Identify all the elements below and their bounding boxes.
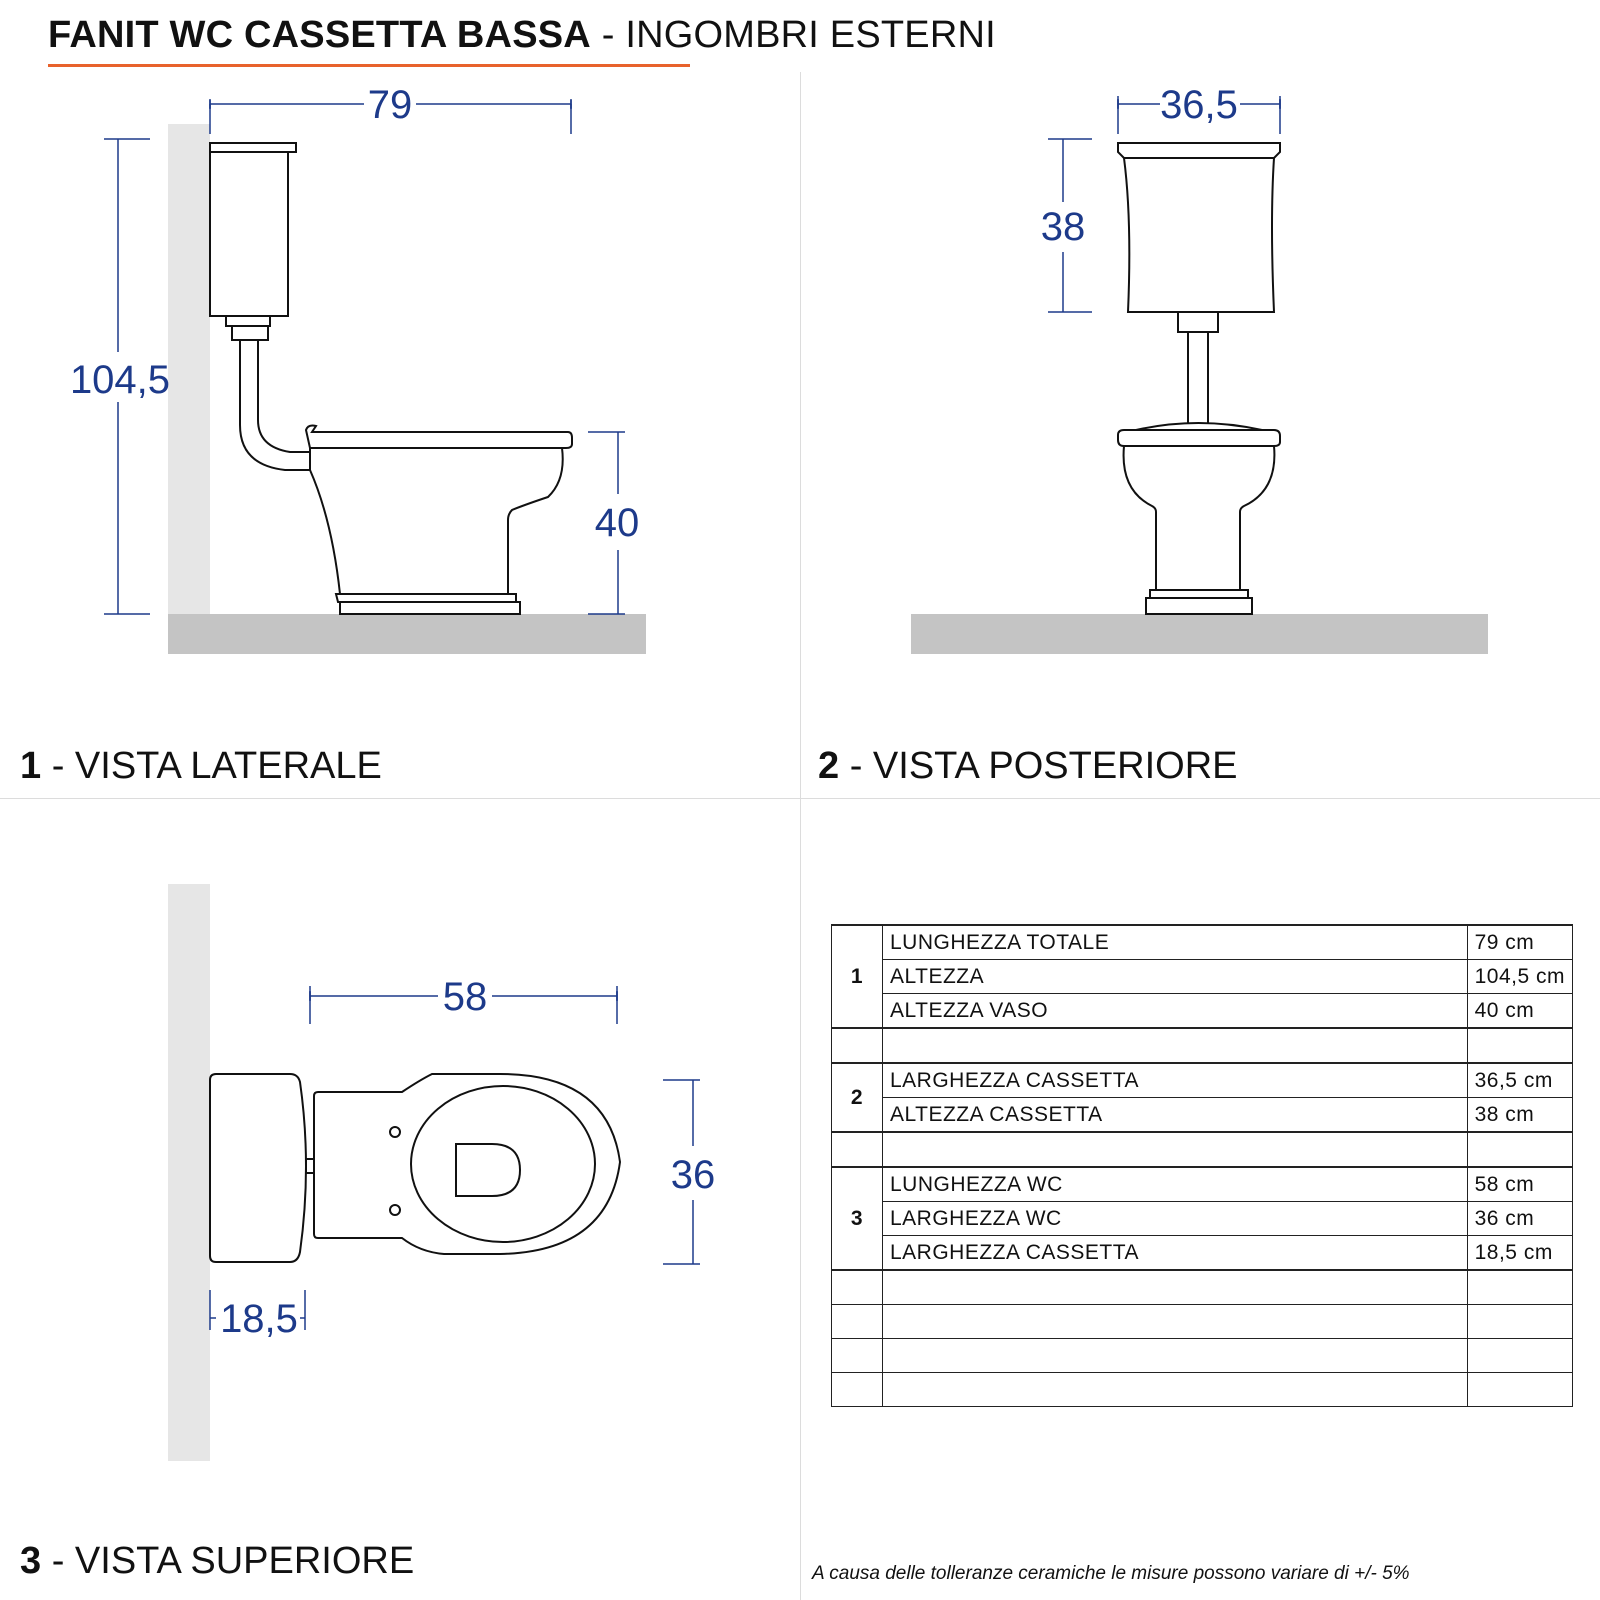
table-row-empty: [832, 1373, 1573, 1407]
rear-view: [911, 83, 1488, 654]
table-row: [832, 1063, 1573, 1098]
row-value: 36,5 cm: [1467, 1063, 1572, 1098]
title-product: FANIT WC CASSETTA BASSA: [48, 14, 591, 56]
table-row-empty: [832, 1305, 1573, 1339]
top-view: [168, 884, 715, 1461]
specs-table: [831, 924, 1573, 1407]
side-wall: [168, 124, 210, 614]
dim-tank-depth: 18,5: [220, 1297, 298, 1341]
row-label: LARGHEZZA CASSETTA: [883, 1063, 1468, 1098]
side-bowl: [306, 426, 572, 615]
table-row: [832, 925, 1573, 960]
group-id: 3: [832, 1167, 883, 1270]
tolerance-note: A causa delle tolleranze ceramiche le misure possono variare di +/- 5%: [812, 1563, 1410, 1584]
row-label: ALTEZZA: [883, 960, 1468, 994]
title-subtitle: - INGOMBRI ESTERNI: [601, 14, 996, 56]
row-value: 40 cm: [1467, 994, 1572, 1029]
table-row-empty: [832, 1028, 1573, 1063]
row-label: ALTEZZA CASSETTA: [883, 1098, 1468, 1133]
side-pipe: [240, 340, 312, 470]
table-row: [832, 1236, 1573, 1271]
row-value: 58 cm: [1467, 1167, 1572, 1202]
row-label: ALTEZZA VASO: [883, 994, 1468, 1029]
table-row: [832, 1098, 1573, 1133]
dim-bowl-height: 40: [594, 501, 640, 545]
view-label-top: 3 - VISTA SUPERIORE: [20, 1540, 415, 1582]
row-label: LARGHEZZA WC: [883, 1202, 1468, 1236]
row-value: 38 cm: [1467, 1098, 1572, 1133]
rear-tank: [1118, 143, 1280, 332]
row-value: 79 cm: [1467, 925, 1572, 960]
table-row-empty: [832, 1132, 1573, 1167]
table-row-empty: [832, 1270, 1573, 1305]
side-floor: [168, 614, 646, 654]
top-bowl: [314, 1074, 620, 1254]
rear-pipe: [1188, 332, 1208, 425]
table-row: [832, 1167, 1573, 1202]
dim-wc-length: 58: [442, 975, 488, 1019]
view-label-rear: 2 - VISTA POSTERIORE: [818, 745, 1238, 787]
side-view: [70, 83, 646, 654]
top-wall: [168, 884, 210, 1461]
group-id: 1: [832, 925, 883, 1028]
row-label: LUNGHEZZA TOTALE: [883, 925, 1468, 960]
view-label-side: 1 - VISTA LATERALE: [20, 745, 382, 787]
row-value: 36 cm: [1467, 1202, 1572, 1236]
row-label: LUNGHEZZA WC: [883, 1167, 1468, 1202]
table-row: [832, 1202, 1573, 1236]
table-row: [832, 994, 1573, 1029]
dim-total-height: 104,5: [69, 358, 171, 402]
row-value: 18,5 cm: [1467, 1236, 1572, 1271]
dim-length: 79: [367, 83, 413, 127]
row-value: 104,5 cm: [1467, 960, 1572, 994]
dim-tank-height: 38: [1040, 205, 1086, 249]
rear-floor: [911, 614, 1488, 654]
row-label: LARGHEZZA CASSETTA: [883, 1236, 1468, 1271]
top-tank: [210, 1074, 314, 1262]
dim-tank-width: 36,5: [1160, 83, 1238, 127]
table-row: [832, 960, 1573, 994]
table-row-empty: [832, 1339, 1573, 1373]
rear-bowl: [1118, 423, 1280, 614]
dim-wc-width: 36: [670, 1153, 716, 1197]
side-tank: [210, 143, 296, 340]
group-id: 2: [832, 1063, 883, 1132]
